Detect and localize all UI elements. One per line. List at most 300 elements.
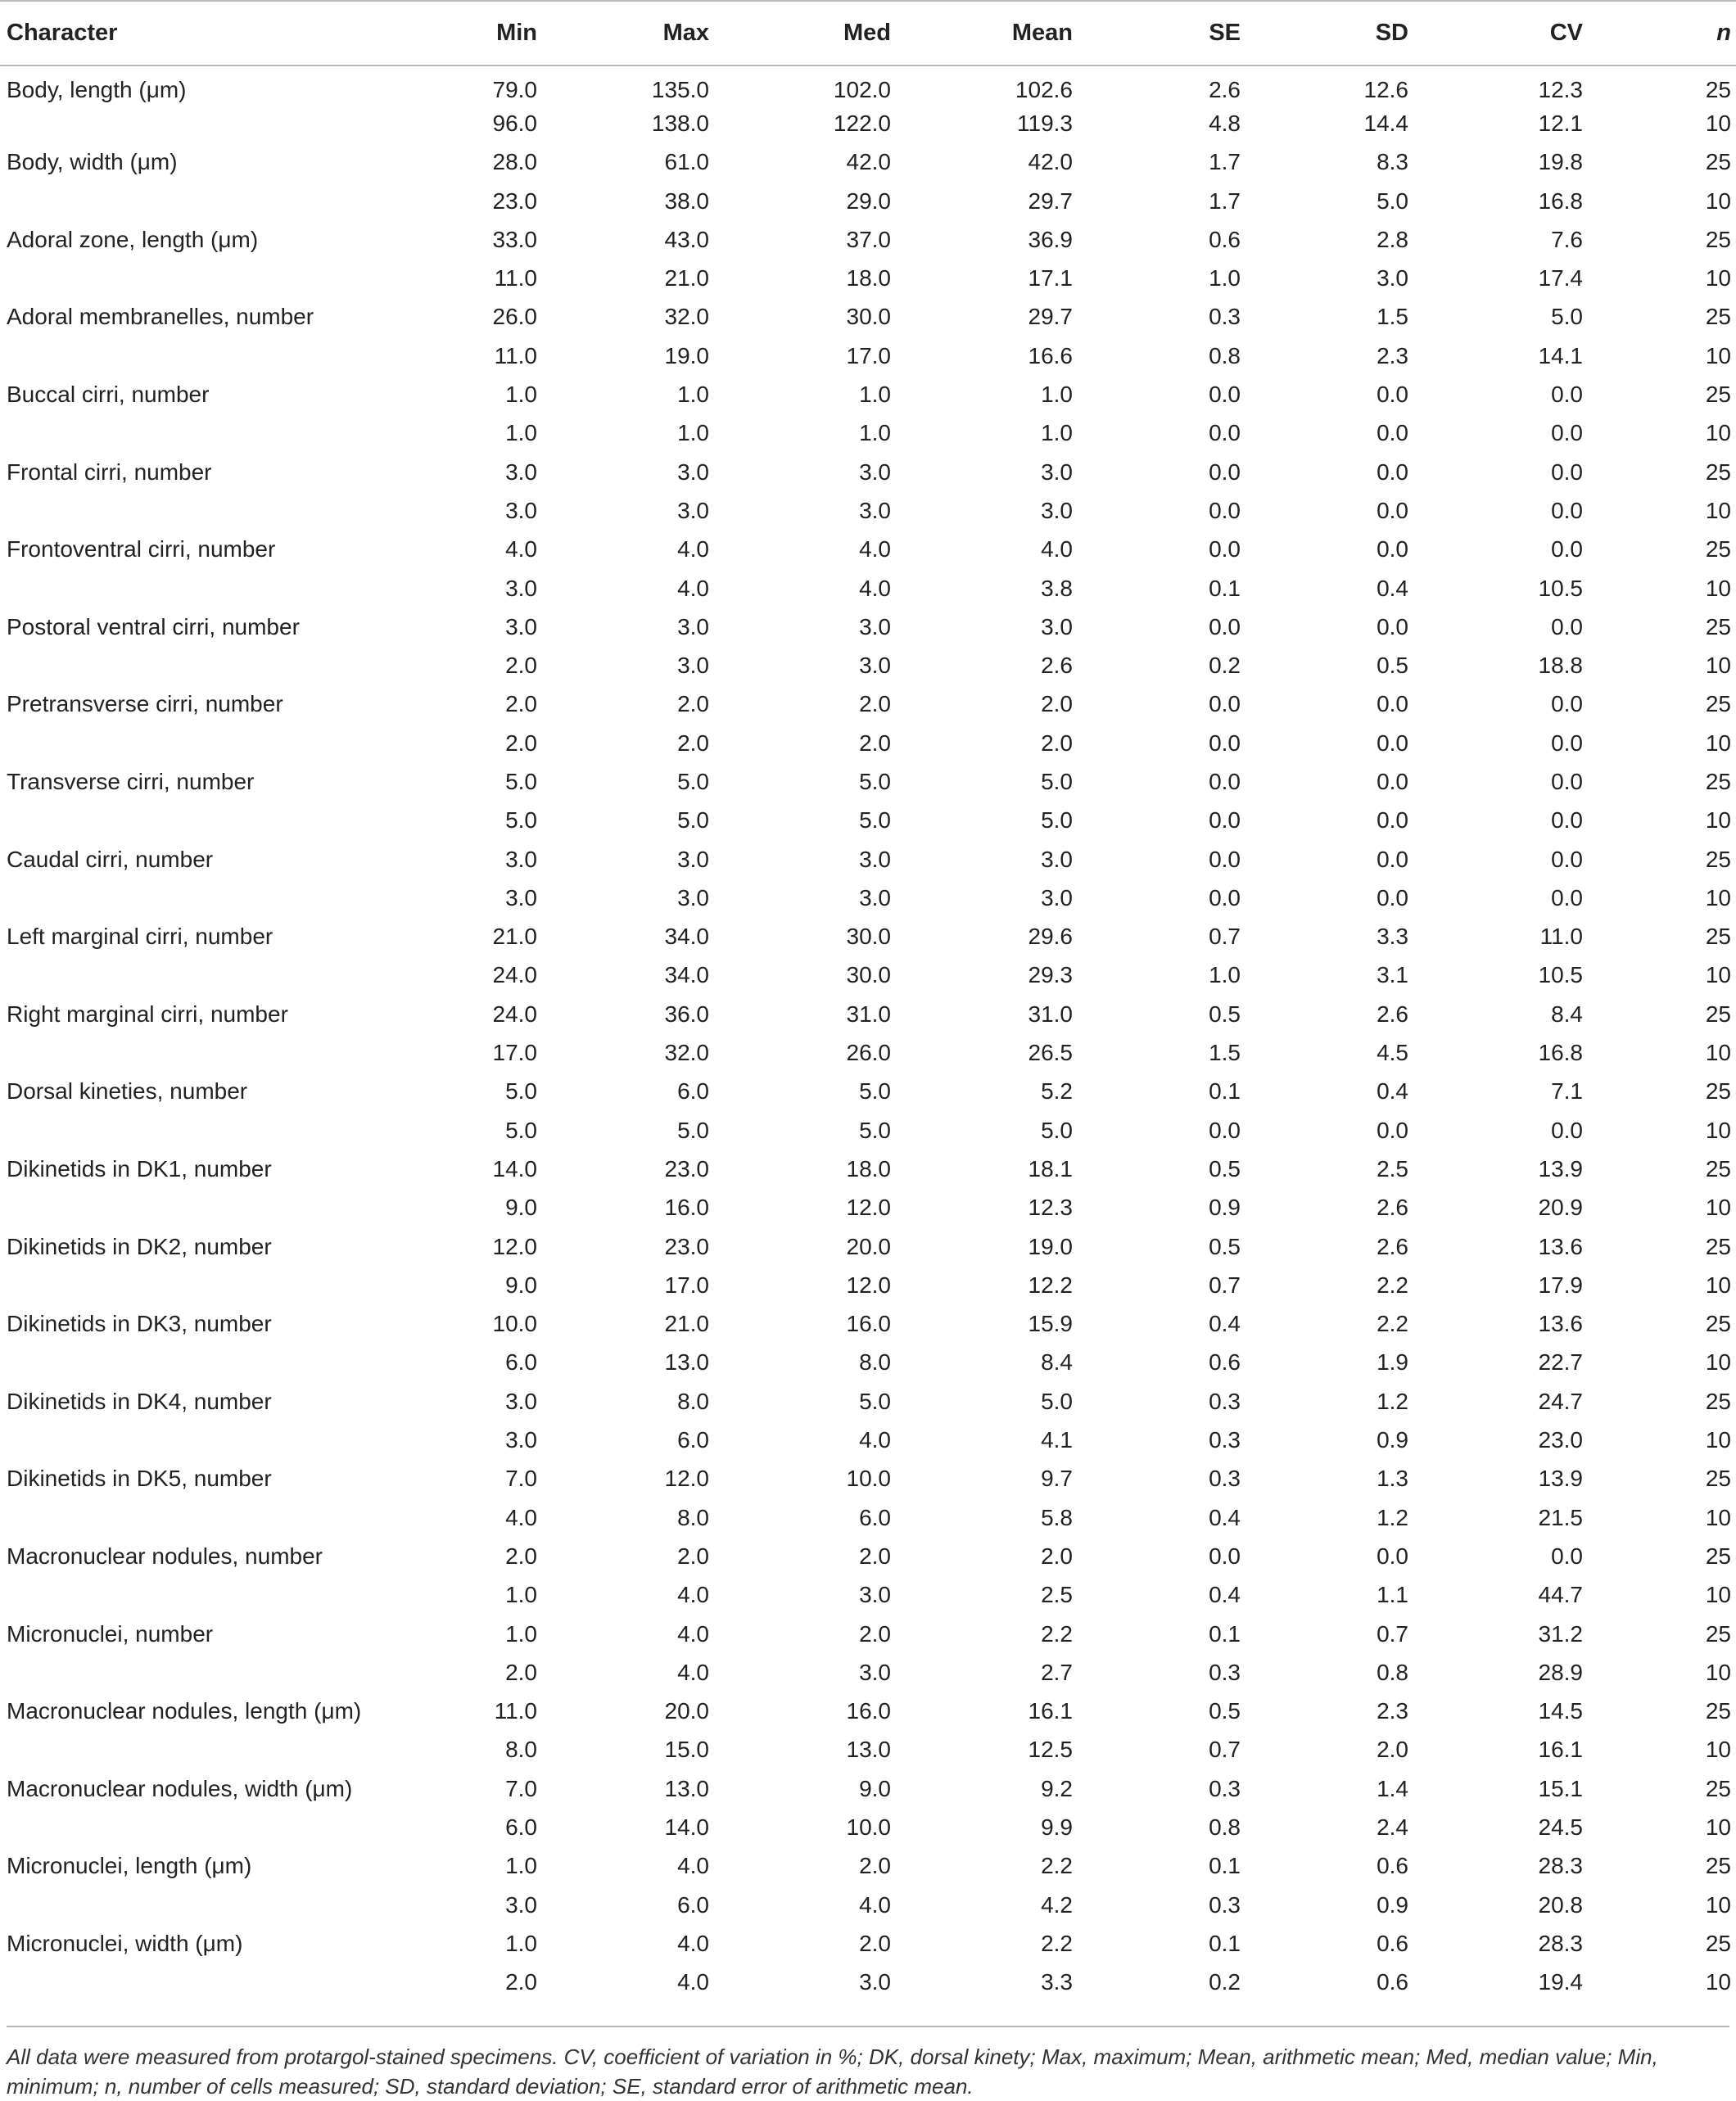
table-row xyxy=(0,337,1736,375)
cell-character xyxy=(0,1576,426,1615)
cell-min: 14.0 xyxy=(492,1155,537,1182)
cell-med: 2.0 xyxy=(859,1853,891,1879)
cell-se: 4.8 xyxy=(1209,110,1241,136)
table-footnote: All data were measured from protargol-stained specimens. CV, coefficient of variation in %; DK, dorsal kinety; Max, maximum; Mean, arithmetic mean; Med, median value; Min, minimum; n, number of cells measured; SD, standard deviation; SE, standard error of arithmetic mean. xyxy=(7,2026,1729,2101)
cell-sd: 2.5 xyxy=(1377,1155,1408,1182)
table-row xyxy=(0,491,1736,530)
cell-character xyxy=(0,1033,426,1072)
cell-character: Caudal cirri, number xyxy=(7,846,214,872)
cell-mean: 2.5 xyxy=(1041,1582,1073,1608)
cell-se: 0.3 xyxy=(1209,1775,1241,1801)
cell-max: 32.0 xyxy=(664,1040,709,1066)
cell-se: 0.5 xyxy=(1209,1155,1241,1182)
cell-cv: 0.0 xyxy=(1551,807,1583,834)
header-mean: Mean xyxy=(891,1,1073,66)
cell-sd: 1.1 xyxy=(1377,1582,1408,1608)
cell-se: 0.0 xyxy=(1209,497,1241,523)
cell-n: 10 xyxy=(1705,730,1731,756)
cell-n: 10 xyxy=(1705,1659,1731,1685)
cell-mean: 5.0 xyxy=(1041,807,1073,834)
cell-se: 0.0 xyxy=(1209,1117,1241,1143)
cell-n: 10 xyxy=(1705,1582,1731,1608)
cell-min: 79.0 xyxy=(492,77,537,103)
cell-min: 5.0 xyxy=(505,768,537,794)
cell-cv: 16.8 xyxy=(1538,1040,1583,1066)
table-row xyxy=(0,1847,1736,1886)
cell-n: 10 xyxy=(1705,110,1731,136)
cell-min: 4.0 xyxy=(505,1504,537,1530)
table-row xyxy=(0,1653,1736,1692)
cell-max: 4.0 xyxy=(677,1582,709,1608)
cell-character xyxy=(0,1266,426,1304)
cell-min: 3.0 xyxy=(505,459,537,485)
cell-med: 30.0 xyxy=(846,304,891,330)
cell-max: 1.0 xyxy=(677,382,709,408)
cell-cv: 17.9 xyxy=(1538,1272,1583,1298)
cell-sd: 2.2 xyxy=(1377,1311,1408,1337)
cell-mean: 3.3 xyxy=(1041,1969,1073,1995)
cell-sd: 1.2 xyxy=(1377,1388,1408,1414)
cell-se: 0.0 xyxy=(1209,420,1241,446)
cell-mean: 3.0 xyxy=(1041,884,1073,910)
cell-n: 25 xyxy=(1705,1620,1731,1647)
cell-cv: 10.5 xyxy=(1538,962,1583,988)
cell-sd: 0.0 xyxy=(1377,807,1408,834)
cell-character xyxy=(0,337,426,375)
cell-character: Micronuclei, width (μm) xyxy=(7,1930,243,1956)
cell-max: 4.0 xyxy=(677,1659,709,1685)
header-med: Med xyxy=(709,1,891,66)
cell-cv: 0.0 xyxy=(1551,691,1583,717)
cell-mean: 29.7 xyxy=(1028,188,1073,214)
cell-n: 10 xyxy=(1705,342,1731,368)
cell-character: Frontoventral cirri, number xyxy=(7,536,276,563)
cell-min: 1.0 xyxy=(505,1930,537,1956)
cell-n: 25 xyxy=(1705,1078,1731,1105)
cell-min: 4.0 xyxy=(505,536,537,563)
cell-sd: 8.3 xyxy=(1377,149,1408,175)
cell-n: 10 xyxy=(1705,188,1731,214)
cell-character xyxy=(0,569,426,608)
cell-character xyxy=(0,1344,426,1382)
cell-se: 1.7 xyxy=(1209,149,1241,175)
cell-med: 18.0 xyxy=(846,1155,891,1182)
cell-character: Buccal cirri, number xyxy=(7,382,210,408)
cell-character: Dikinetids in DK5, number xyxy=(7,1466,272,1492)
cell-cv: 20.9 xyxy=(1538,1195,1583,1221)
cell-min: 2.0 xyxy=(505,691,537,717)
cell-se: 0.0 xyxy=(1209,846,1241,872)
cell-sd: 1.3 xyxy=(1377,1466,1408,1492)
cell-se: 0.4 xyxy=(1209,1504,1241,1530)
cell-character: Macronuclear nodules, number xyxy=(7,1543,323,1569)
cell-cv: 28.3 xyxy=(1538,1930,1583,1956)
cell-min: 21.0 xyxy=(492,924,537,950)
cell-n: 10 xyxy=(1705,653,1731,679)
cell-mean: 29.6 xyxy=(1028,924,1073,950)
cell-med: 9.0 xyxy=(859,1775,891,1801)
cell-med: 4.0 xyxy=(859,536,891,563)
table-row xyxy=(0,1189,1736,1227)
cell-se: 0.3 xyxy=(1209,304,1241,330)
cell-cv: 16.1 xyxy=(1538,1737,1583,1763)
cell-med: 16.0 xyxy=(846,1311,891,1337)
cell-se: 0.3 xyxy=(1209,1466,1241,1492)
cell-sd: 0.0 xyxy=(1377,768,1408,794)
cell-n: 25 xyxy=(1705,1001,1731,1027)
cell-character: Pretransverse cirri, number xyxy=(7,691,283,717)
cell-sd: 2.0 xyxy=(1377,1737,1408,1763)
cell-character xyxy=(0,259,426,297)
cell-max: 3.0 xyxy=(677,846,709,872)
cell-character: Body, length (μm) xyxy=(7,77,187,103)
cell-cv: 18.8 xyxy=(1538,653,1583,679)
cell-character xyxy=(0,1963,426,2002)
cell-character: Dikinetids in DK3, number xyxy=(7,1311,272,1337)
cell-min: 3.0 xyxy=(505,846,537,872)
cell-mean: 9.2 xyxy=(1041,1775,1073,1801)
cell-cv: 28.9 xyxy=(1538,1659,1583,1685)
cell-med: 30.0 xyxy=(846,962,891,988)
cell-se: 0.9 xyxy=(1209,1195,1241,1221)
table-row xyxy=(0,66,1736,104)
cell-min: 5.0 xyxy=(505,1078,537,1105)
cell-med: 20.0 xyxy=(846,1233,891,1259)
cell-n: 10 xyxy=(1705,1272,1731,1298)
header-n: n xyxy=(1583,1,1736,66)
cell-character xyxy=(0,1731,426,1769)
cell-max: 1.0 xyxy=(677,420,709,446)
table-row xyxy=(0,1692,1736,1730)
cell-character: Dorsal kineties, number xyxy=(7,1078,248,1105)
cell-max: 13.0 xyxy=(664,1775,709,1801)
table-row xyxy=(0,220,1736,259)
cell-med: 5.0 xyxy=(859,1117,891,1143)
cell-se: 0.0 xyxy=(1209,807,1241,834)
cell-max: 21.0 xyxy=(664,265,709,291)
table-row xyxy=(0,685,1736,724)
table-row xyxy=(0,762,1736,801)
cell-se: 0.3 xyxy=(1209,1427,1241,1453)
cell-se: 0.0 xyxy=(1209,884,1241,910)
cell-n: 25 xyxy=(1705,149,1731,175)
cell-cv: 14.1 xyxy=(1538,342,1583,368)
table-row xyxy=(0,608,1736,646)
cell-cv: 19.8 xyxy=(1538,149,1583,175)
cell-max: 12.0 xyxy=(664,1466,709,1492)
cell-n: 25 xyxy=(1705,1466,1731,1492)
cell-cv: 13.9 xyxy=(1538,1466,1583,1492)
cell-cv: 44.7 xyxy=(1538,1582,1583,1608)
cell-min: 6.0 xyxy=(505,1349,537,1376)
cell-se: 0.6 xyxy=(1209,1349,1241,1376)
cell-cv: 5.0 xyxy=(1551,304,1583,330)
cell-sd: 1.5 xyxy=(1377,304,1408,330)
cell-n: 25 xyxy=(1705,1775,1731,1801)
cell-n: 10 xyxy=(1705,1349,1731,1376)
table-row xyxy=(0,298,1736,337)
cell-med: 26.0 xyxy=(846,1040,891,1066)
cell-min: 3.0 xyxy=(505,1427,537,1453)
cell-cv: 8.4 xyxy=(1551,1001,1583,1027)
cell-character xyxy=(0,1189,426,1227)
cell-min: 11.0 xyxy=(494,342,537,368)
cell-min: 1.0 xyxy=(505,1853,537,1879)
cell-mean: 1.0 xyxy=(1041,382,1073,408)
table-row xyxy=(0,375,1736,413)
cell-se: 0.8 xyxy=(1209,342,1241,368)
cell-max: 4.0 xyxy=(677,1620,709,1647)
cell-mean: 5.2 xyxy=(1041,1078,1073,1105)
cell-cv: 0.0 xyxy=(1551,768,1583,794)
cell-sd: 2.6 xyxy=(1377,1233,1408,1259)
cell-med: 1.0 xyxy=(859,382,891,408)
cell-sd: 0.5 xyxy=(1377,653,1408,679)
cell-sd: 0.4 xyxy=(1377,575,1408,601)
cell-max: 4.0 xyxy=(677,1930,709,1956)
cell-sd: 1.4 xyxy=(1377,1775,1408,1801)
cell-n: 10 xyxy=(1705,884,1731,910)
cell-min: 1.0 xyxy=(505,1582,537,1608)
cell-cv: 0.0 xyxy=(1551,613,1583,639)
cell-cv: 24.7 xyxy=(1538,1388,1583,1414)
cell-character: Dikinetids in DK1, number xyxy=(7,1155,272,1182)
cell-character xyxy=(0,104,426,142)
cell-sd: 4.5 xyxy=(1377,1040,1408,1066)
cell-max: 16.0 xyxy=(664,1195,709,1221)
cell-med: 2.0 xyxy=(859,691,891,717)
cell-character xyxy=(0,879,426,917)
cell-character xyxy=(0,1111,426,1150)
cell-sd: 0.0 xyxy=(1377,730,1408,756)
cell-med: 2.0 xyxy=(859,730,891,756)
cell-n: 10 xyxy=(1705,1737,1731,1763)
cell-n: 10 xyxy=(1705,1040,1731,1066)
cell-med: 10.0 xyxy=(846,1466,891,1492)
cell-se: 0.0 xyxy=(1209,613,1241,639)
cell-mean: 2.2 xyxy=(1041,1853,1073,1879)
cell-character: Frontal cirri, number xyxy=(7,459,212,485)
cell-character xyxy=(0,802,426,840)
cell-med: 3.0 xyxy=(859,1659,891,1685)
cell-n: 25 xyxy=(1705,613,1731,639)
cell-min: 5.0 xyxy=(505,1117,537,1143)
cell-min: 9.0 xyxy=(505,1195,537,1221)
cell-min: 9.0 xyxy=(505,1272,537,1298)
cell-sd: 0.0 xyxy=(1377,1543,1408,1569)
table-row xyxy=(0,1731,1736,1769)
table-row xyxy=(0,1227,1736,1266)
cell-med: 3.0 xyxy=(859,1969,891,1995)
cell-se: 0.4 xyxy=(1209,1311,1241,1337)
cell-n: 25 xyxy=(1705,846,1731,872)
cell-cv: 0.0 xyxy=(1551,1117,1583,1143)
cell-min: 28.0 xyxy=(492,149,537,175)
cell-n: 25 xyxy=(1705,226,1731,252)
cell-min: 23.0 xyxy=(492,188,537,214)
table-row xyxy=(0,1344,1736,1382)
cell-mean: 5.0 xyxy=(1041,1388,1073,1414)
table-row xyxy=(0,646,1736,685)
cell-med: 29.0 xyxy=(846,188,891,214)
cell-max: 5.0 xyxy=(677,807,709,834)
cell-max: 2.0 xyxy=(677,1543,709,1569)
cell-max: 13.0 xyxy=(664,1349,709,1376)
cell-sd: 2.2 xyxy=(1377,1272,1408,1298)
cell-max: 36.0 xyxy=(664,1001,709,1027)
cell-med: 1.0 xyxy=(859,420,891,446)
cell-sd: 1.9 xyxy=(1377,1349,1408,1376)
cell-med: 3.0 xyxy=(859,1582,891,1608)
cell-sd: 2.3 xyxy=(1377,1698,1408,1724)
cell-min: 3.0 xyxy=(505,575,537,601)
table-row xyxy=(0,1421,1736,1459)
cell-mean: 16.6 xyxy=(1028,342,1073,368)
header-min: Min xyxy=(426,1,537,66)
cell-min: 5.0 xyxy=(505,807,537,834)
cell-med: 6.0 xyxy=(859,1504,891,1530)
table-row xyxy=(0,995,1736,1033)
cell-max: 21.0 xyxy=(664,1311,709,1337)
cell-character: Micronuclei, number xyxy=(7,1620,214,1647)
table-body xyxy=(0,66,1736,2002)
cell-character xyxy=(0,414,426,453)
table-header xyxy=(0,1,1736,66)
cell-mean: 2.2 xyxy=(1041,1620,1073,1647)
cell-se: 0.1 xyxy=(1209,1930,1241,1956)
cell-character xyxy=(0,724,426,762)
cell-n: 10 xyxy=(1705,1427,1731,1453)
cell-se: 1.7 xyxy=(1209,188,1241,214)
cell-character xyxy=(0,956,426,995)
cell-med: 5.0 xyxy=(859,768,891,794)
table-row xyxy=(0,531,1736,569)
cell-med: 13.0 xyxy=(846,1737,891,1763)
cell-cv: 31.2 xyxy=(1538,1620,1583,1647)
cell-cv: 12.1 xyxy=(1538,110,1583,136)
table-row xyxy=(0,802,1736,840)
header-se: SE xyxy=(1073,1,1241,66)
cell-n: 10 xyxy=(1705,265,1731,291)
cell-cv: 0.0 xyxy=(1551,884,1583,910)
cell-min: 2.0 xyxy=(505,653,537,679)
cell-med: 2.0 xyxy=(859,1543,891,1569)
cell-character: Adoral zone, length (μm) xyxy=(7,226,259,252)
cell-se: 0.5 xyxy=(1209,1233,1241,1259)
cell-min: 8.0 xyxy=(505,1737,537,1763)
cell-n: 10 xyxy=(1705,1504,1731,1530)
cell-n: 25 xyxy=(1705,304,1731,330)
cell-max: 14.0 xyxy=(664,1814,709,1840)
cell-se: 0.2 xyxy=(1209,1969,1241,1995)
cell-n: 25 xyxy=(1705,1930,1731,1956)
cell-mean: 9.7 xyxy=(1041,1466,1073,1492)
cell-med: 3.0 xyxy=(859,613,891,639)
cell-cv: 10.5 xyxy=(1538,575,1583,601)
cell-max: 34.0 xyxy=(664,962,709,988)
cell-min: 1.0 xyxy=(505,420,537,446)
cell-max: 2.0 xyxy=(677,730,709,756)
cell-med: 5.0 xyxy=(859,807,891,834)
table-row xyxy=(0,1266,1736,1304)
cell-sd: 0.6 xyxy=(1377,1853,1408,1879)
cell-se: 0.0 xyxy=(1209,691,1241,717)
cell-se: 1.0 xyxy=(1209,265,1241,291)
cell-cv: 21.5 xyxy=(1538,1504,1583,1530)
cell-med: 4.0 xyxy=(859,1427,891,1453)
cell-se: 0.3 xyxy=(1209,1388,1241,1414)
cell-min: 2.0 xyxy=(505,1969,537,1995)
cell-mean: 3.0 xyxy=(1041,497,1073,523)
cell-sd: 2.8 xyxy=(1377,226,1408,252)
cell-se: 0.0 xyxy=(1209,459,1241,485)
table-row xyxy=(0,569,1736,608)
cell-mean: 3.0 xyxy=(1041,459,1073,485)
cell-n: 25 xyxy=(1705,691,1731,717)
cell-mean: 2.2 xyxy=(1041,1930,1073,1956)
cell-max: 6.0 xyxy=(677,1891,709,1918)
table-row xyxy=(0,453,1736,491)
cell-n: 25 xyxy=(1705,1698,1731,1724)
cell-med: 30.0 xyxy=(846,924,891,950)
table-row xyxy=(0,1886,1736,1924)
cell-mean: 42.0 xyxy=(1028,149,1073,175)
cell-se: 0.0 xyxy=(1209,768,1241,794)
cell-mean: 5.0 xyxy=(1041,1117,1073,1143)
cell-med: 122.0 xyxy=(833,110,891,136)
table-row xyxy=(0,259,1736,297)
cell-sd: 5.0 xyxy=(1377,188,1408,214)
cell-cv: 0.0 xyxy=(1551,459,1583,485)
cell-min: 96.0 xyxy=(492,110,537,136)
cell-min: 1.0 xyxy=(505,382,537,408)
cell-max: 32.0 xyxy=(664,304,709,330)
cell-character: Macronuclear nodules, width (μm) xyxy=(7,1775,353,1801)
cell-mean: 36.9 xyxy=(1028,226,1073,252)
cell-n: 25 xyxy=(1705,1233,1731,1259)
cell-sd: 2.6 xyxy=(1377,1195,1408,1221)
cell-character xyxy=(0,491,426,530)
cell-se: 0.4 xyxy=(1209,1582,1241,1608)
cell-max: 135.0 xyxy=(651,77,709,103)
cell-med: 3.0 xyxy=(859,459,891,485)
cell-sd: 0.6 xyxy=(1377,1969,1408,1995)
cell-n: 25 xyxy=(1705,768,1731,794)
cell-se: 0.7 xyxy=(1209,1272,1241,1298)
cell-min: 12.0 xyxy=(492,1233,537,1259)
table-row xyxy=(0,1073,1736,1111)
cell-cv: 0.0 xyxy=(1551,730,1583,756)
cell-sd: 0.9 xyxy=(1377,1891,1408,1918)
table-row xyxy=(0,918,1736,956)
cell-mean: 3.8 xyxy=(1041,575,1073,601)
cell-mean: 9.9 xyxy=(1041,1814,1073,1840)
cell-cv: 12.3 xyxy=(1538,77,1583,103)
cell-mean: 15.9 xyxy=(1028,1311,1073,1337)
cell-med: 31.0 xyxy=(846,1001,891,1027)
cell-mean: 29.3 xyxy=(1028,962,1073,988)
table-row xyxy=(0,879,1736,917)
cell-cv: 0.0 xyxy=(1551,1543,1583,1569)
cell-mean: 16.1 xyxy=(1028,1698,1073,1724)
cell-med: 3.0 xyxy=(859,884,891,910)
cell-mean: 5.0 xyxy=(1041,768,1073,794)
header-character: Character xyxy=(0,1,426,66)
table-row xyxy=(0,956,1736,995)
cell-min: 3.0 xyxy=(505,1891,537,1918)
cell-cv: 17.4 xyxy=(1538,265,1583,291)
cell-max: 34.0 xyxy=(664,924,709,950)
